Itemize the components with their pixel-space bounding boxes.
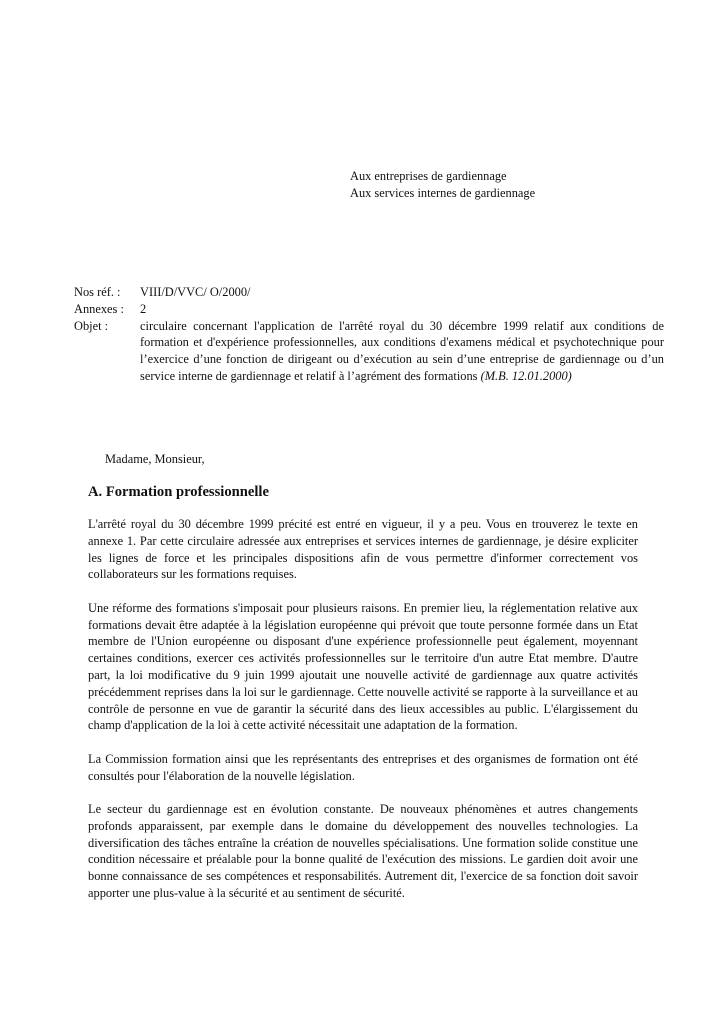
recipient-line: Aux services internes de gardiennage xyxy=(350,185,536,200)
paragraph: Le secteur du gardiennage est en évolution constante. De nouveaux phénomènes et autres changements profonds apparaissent, par exemple dans le domaine du développement des nouvelles technologies. La diversification des tâches entraîne la création de nouvelles spécialisations. Une formation solide constitue une condition nécessaire et préalable pour la bonne qualité de l'exécution des missions. Le gardien doit avoir une bonne connaissance de ses compétences et responsabilités. Autrement dit, l'exercice de sa fonction doit savoir apporter une plus-value à la sécurité et au sentiment de sécurité. xyxy=(88,801,638,900)
subject-label: Objet : xyxy=(74,318,109,333)
recipients-block xyxy=(350,168,680,202)
reference-label: Nos réf. : xyxy=(74,285,121,299)
subject-publication-ref: (M.B. 12.01.2000) xyxy=(480,368,572,383)
paragraph: Une réforme des formations s'imposait pour plusieurs raisons. En premier lieu, la réglementation relative aux formations devait être adaptée à la législation européenne qui prévoit que toute personne formée dans un Etat membre de l'Union européenne ou disposant d'une expérience professionnelle peut également, moyennant certaines conditions, exercer ces activités professionnelles sur le territoire d'un autre Etat membre. D'autre part, la loi modificative du 9 juin 1999 ajoutait une nouvelle activité de gardiennage aux quatre activités précédemment reprises dans la loi sur le gardiennage. Cette nouvelle activité se rapporte à la surveillance et au contrôle de personne en vue de garantir la sécurité dans des lieux accessibles au public. L'élargissement du champ d'application de la loi à cette activité nécessitait une adaptation de la formation. xyxy=(88,600,638,733)
salutation: Madame, Monsieur, xyxy=(105,452,205,466)
annexes-row xyxy=(74,301,664,318)
reference-value: VIII/D/VVC/ O/2000/ xyxy=(140,285,251,299)
subject-row xyxy=(74,318,664,385)
recipient-line: Aux entreprises de gardiennage xyxy=(350,169,507,183)
annexes-label: Annexes : xyxy=(74,301,124,316)
reference-row xyxy=(74,284,664,301)
subject-text: circulaire concernant l'application de l'arrêté royal du 30 décembre 1999 relatif aux conditions de formation et d'expérience professionnelles, aux conditions d'examens médical et psychotechnique pour l’exercice d’une fonction de dirigeant ou d’exécution au sein d’une entreprise de gardiennage ou d’un service interne de gardiennage et relatif à l’agrément des formations xyxy=(140,318,664,383)
reference-block xyxy=(74,284,664,385)
subject-value xyxy=(140,318,664,385)
paragraph: L'arrêté royal du 30 décembre 1999 précité est entré en vigueur, il y a peu. Vous en trouverez le texte en annexe 1. Par cette circulaire adressée aux entreprises et services internes de gardiennage, je désire expliciter les lignes de force et les principales dispositions afin de vous permettre d'informer correctement vos collaborateurs sur les formations requises. xyxy=(88,517,638,582)
body-text xyxy=(88,516,638,918)
section-heading: A. Formation professionnelle xyxy=(88,484,269,500)
annexes-value: 2 xyxy=(140,301,147,316)
paragraph: La Commission formation ainsi que les représentants des entreprises et des organismes de formation ont été consultés pour l'élaboration de la nouvelle législation. xyxy=(88,751,638,783)
